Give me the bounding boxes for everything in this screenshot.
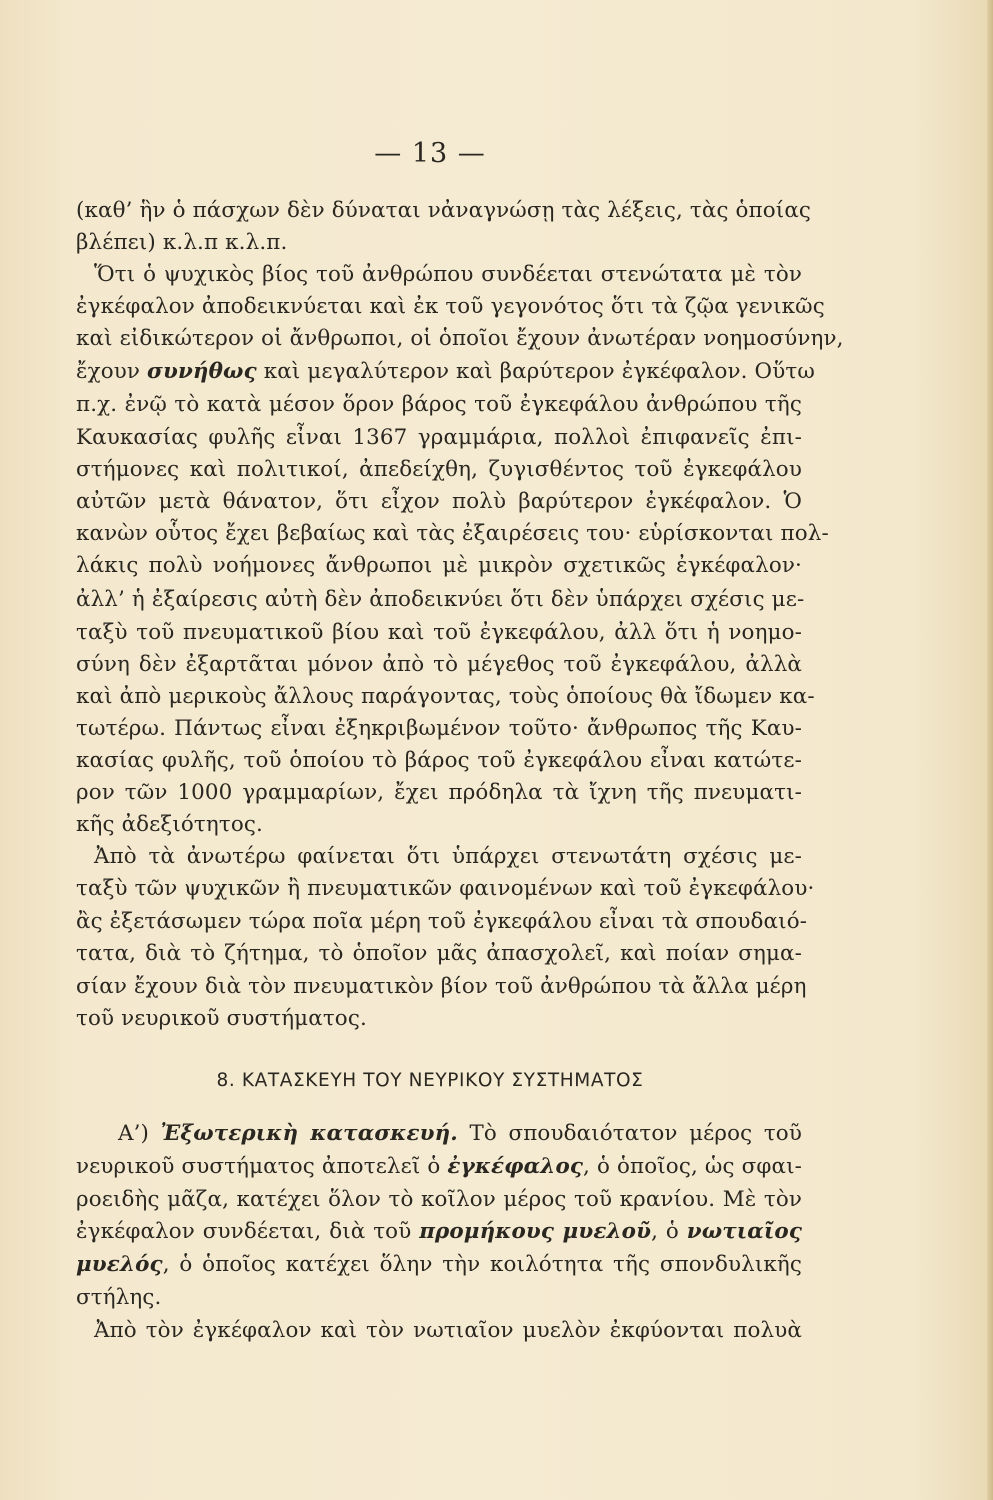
text-line: ἀλλ’ ἡ ἐξαίρεσις αὐτὴ δὲν ἀποδεικνύει ὅτι δὲν ὑπάρχει σχέσις με- xyxy=(76,587,805,612)
text-line: λάκις πολὺ νοήμονες ἄνθρωποι μὲ μικρὸν σχετικῶς ἐγκέφαλον· xyxy=(76,553,802,578)
text-line: τωτέρω. Πάντως εἶναι ἐξηκριβωμένον τοῦτο· ἄνθρωπος τῆς Καυ- xyxy=(76,716,802,741)
text-line: τατα, διὰ τὸ ζήτημα, τὸ ὁποῖον μᾶς ἀπασχολεῖ, καὶ ποίαν σημα- xyxy=(76,941,802,966)
text-segment: , ὁ xyxy=(651,1219,687,1244)
text-line: ταξὺ τῶν ψυχικῶν ἢ πνευματικῶν φαινομένων καὶ τοῦ ἐγκεφάλου· xyxy=(76,876,815,901)
emphasized-word: μυελός xyxy=(76,1252,163,1277)
text-line: κῆς ἀδεξιότητος. xyxy=(76,812,263,837)
text-line: ταξὺ τοῦ πνευματικοῦ βίου καὶ τοῦ ἐγκεφάλου, ἀλλ ὅτι ἡ νοημο- xyxy=(76,620,802,645)
text-line xyxy=(76,1250,802,1280)
text-line: Ἀπὸ τὸν ἐγκέφαλον καὶ τὸν νωτιαῖον μυελὸν ἐκφύονται πολυὰ xyxy=(94,1318,802,1343)
text-line: σίαν ἔχουν διὰ τὸν πνευματικὸν βίον τοῦ ἀνθρώπου τὰ ἄλλα μέρη xyxy=(76,974,807,999)
emphasized-phrase: προμήκους μυελοῦ xyxy=(419,1219,652,1244)
page-number: — 13 — xyxy=(374,138,486,169)
text-line: καὶ εἰδικώτερον οἱ ἄνθρωποι, οἱ ὁποῖοι ἔχουν ἀνωτέραν νοημοσύνην, xyxy=(76,326,844,351)
page-edge xyxy=(987,0,993,1500)
text-segment: καὶ μεγαλύτερον καὶ βαρύτερον ἐγκέφαλον. Οὕτω xyxy=(256,359,815,384)
text-line xyxy=(76,1217,802,1247)
text-line: Καυκασίας φυλῆς εἶναι 1367 γραμμάρια, πολλοὶ ἐπιφανεῖς ἐπι- xyxy=(76,425,802,450)
text-segment: , ὁ ὁποῖος κατέχει ὅλην τὴν κοιλότητα τῆς σπονδυλικῆς xyxy=(162,1252,802,1277)
text-line: βλέπει) κ.λ.π κ.λ.π. xyxy=(76,230,288,255)
text-segment: Α’) xyxy=(118,1121,161,1146)
text-line: (καθ’ ἣν ὁ πάσχων δὲν δύναται νἀναγνώσῃ τὰς λέξεις, τὰς ὁποίας xyxy=(76,198,812,223)
emphasized-word: ἐγκέφαλος xyxy=(447,1154,584,1179)
text-line: Ἀπὸ τὰ ἀνωτέρω φαίνεται ὅτι ὑπάρχει στενωτάτη σχέσις με- xyxy=(94,844,802,869)
text-segment: Τὸ σπουδαιότατον μέρος τοῦ xyxy=(457,1121,802,1146)
text-line: σύνη δὲν ἐξαρτᾶται μόνον ἀπὸ τὸ μέγεθος τοῦ ἐγκεφάλου, ἀλλὰ xyxy=(76,652,802,677)
text-line xyxy=(76,1152,802,1182)
text-line xyxy=(118,1119,802,1149)
emphasized-phrase: Ἐξωτερικὴ κατασκευή. xyxy=(160,1121,458,1146)
text-segment: , ὁ ὁποῖος, ὡς σφαι- xyxy=(583,1154,803,1179)
text-line xyxy=(76,357,815,387)
text-line: π.χ. ἐνῷ τὸ κατὰ μέσον ὅρον βάρος τοῦ ἐγκεφάλου ἀνθρώπου τῆς xyxy=(76,392,802,417)
text-line: καὶ ἀπὸ μερικοὺς ἄλλους παράγοντας, τοὺς ὁποίους θὰ ἴδωμεν κα- xyxy=(76,684,815,709)
text-line: ρον τῶν 1000 γραμμαρίων, ἔχει πρόδηλα τὰ ἴχνη τῆς πνευματι- xyxy=(76,780,802,805)
text-line: κανὼν οὗτος ἔχει βεβαίως καὶ τὰς ἐξαιρέσεις του· εὑρίσκονται πολ- xyxy=(76,521,829,546)
text-segment: ἐγκέφαλον συνδέεται, διὰ τοῦ xyxy=(76,1219,420,1244)
text-segment: ἔχουν xyxy=(76,359,148,384)
text-line: στήμονες καὶ πολιτικοί, ἀπεδείχθη, ζυγισθέντος τοῦ ἐγκεφάλου xyxy=(76,457,802,482)
text-line: ροειδὴς μᾶζα, κατέχει ὅλον τὸ κοῖλον μέρος τοῦ κρανίου. Μὲ τὸν xyxy=(76,1187,802,1212)
text-line: ἂς ἐξετάσωμεν τώρα ποῖα μέρη τοῦ ἐγκεφάλου εἶναι τὰ σπουδαιό- xyxy=(76,909,808,934)
text-line: ἐγκέφαλον ἀποδεικνύεται καὶ ἐκ τοῦ γεγονότος ὅτι τὰ ζῷα γενικῶς xyxy=(76,294,825,319)
text-line: αὐτῶν μετὰ θάνατον, ὅτι εἶχον πολὺ βαρύτερον ἐγκέφαλον. Ὁ xyxy=(76,489,802,514)
emphasized-word: συνήθως xyxy=(147,359,257,384)
text-line: Ὅτι ὁ ψυχικὸς βίος τοῦ ἀνθρώπου συνδέεται στενώτατα μὲ τὸν xyxy=(94,262,802,287)
text-line: τοῦ νευρικοῦ συστήματος. xyxy=(76,1006,367,1031)
text-segment: νευρικοῦ συστήματος ἀποτελεῖ ὁ xyxy=(76,1154,448,1179)
emphasized-word: νωτιαῖος xyxy=(686,1219,802,1244)
section-heading: 8. ΚΑΤΑΣΚΕΥΗ ΤΟΥ ΝΕΥΡΙΚΟΥ ΣΥΣΤΗΜΑΤΟΣ xyxy=(216,1070,644,1091)
text-line: στήλης. xyxy=(76,1285,162,1310)
text-line: κασίας φυλῆς, τοῦ ὁποίου τὸ βάρος τοῦ ἐγκεφάλου εἶναι κατώτε- xyxy=(76,748,802,773)
